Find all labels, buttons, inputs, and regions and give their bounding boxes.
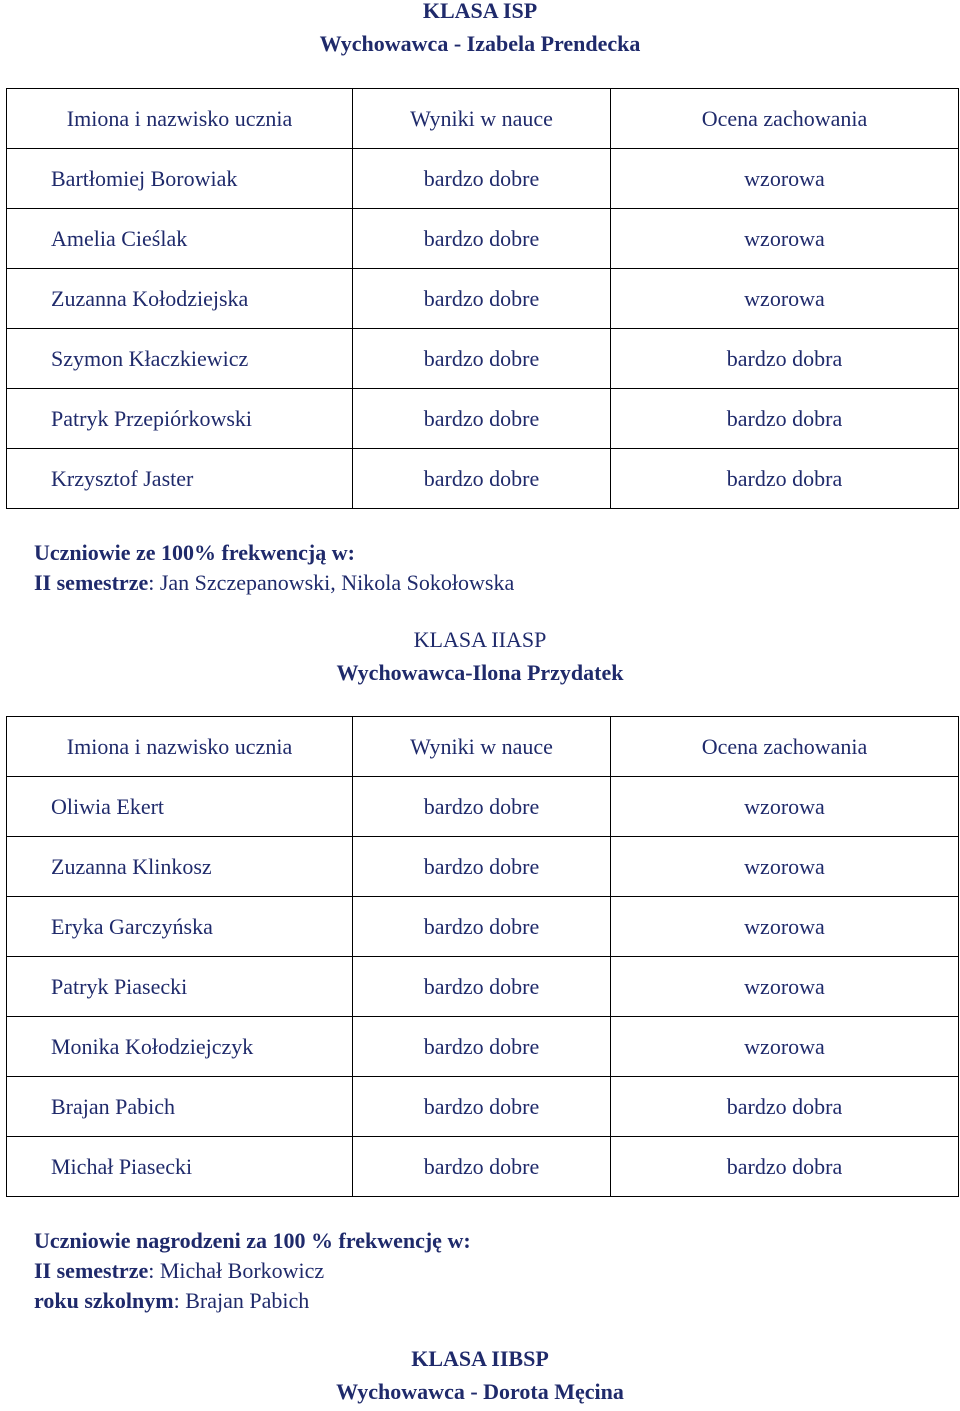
student-grade: bardzo dobre (353, 837, 611, 897)
attendance-value: : Jan Szczepanowski, Nikola Sokołowska (148, 570, 515, 595)
student-name: Patryk Piasecki (7, 957, 353, 1017)
student-grade: bardzo dobre (353, 957, 611, 1017)
student-behaviour: wzorowa (611, 777, 959, 837)
student-grade: bardzo dobre (353, 149, 611, 209)
attendance-label: roku szkolnym (34, 1288, 174, 1313)
table-row (7, 1077, 959, 1137)
column-header-grades: Wyniki w nauce (353, 717, 611, 777)
student-grade: bardzo dobre (353, 449, 611, 509)
student-behaviour: wzorowa (611, 897, 959, 957)
class3-title: KLASA IIBSP (411, 1346, 549, 1371)
attendance-value: : Michał Borkowicz (148, 1258, 325, 1283)
column-header-behaviour: Ocena zachowania (611, 717, 959, 777)
column-header-name: Imiona i nazwisko ucznia (7, 717, 353, 777)
table-header-row (7, 89, 959, 149)
class1-attendance-note (34, 538, 514, 598)
table-header-row (7, 717, 959, 777)
student-behaviour: wzorowa (611, 837, 959, 897)
student-name: Zuzanna Kołodziejska (7, 269, 353, 329)
class2-table (6, 716, 959, 1197)
student-name: Krzysztof Jaster (7, 449, 353, 509)
class2-title-block (0, 625, 960, 688)
student-behaviour: bardzo dobra (611, 1137, 959, 1197)
attendance-label: II semestrze (34, 570, 149, 595)
class3-tutor: Wychowawca - Dorota Męcina (336, 1379, 624, 1404)
class1-table (6, 88, 959, 509)
class1-tutor: Wychowawca - Izabela Prendecka (319, 31, 641, 56)
student-grade: bardzo dobre (353, 209, 611, 269)
class1-title: KLASA ISP (422, 0, 538, 23)
attendance-value: : Brajan Pabich (173, 1288, 310, 1313)
student-name: Szymon Kłaczkiewicz (7, 329, 353, 389)
student-name: Brajan Pabich (7, 1077, 353, 1137)
class2-tutor: Wychowawca-Ilona Przydatek (336, 660, 624, 685)
student-grade: bardzo dobre (353, 269, 611, 329)
student-grade: bardzo dobre (353, 777, 611, 837)
class2-title: KLASA IIASP (413, 627, 547, 652)
student-grade: bardzo dobre (353, 389, 611, 449)
student-name: Eryka Garczyńska (7, 897, 353, 957)
student-behaviour: bardzo dobra (611, 449, 959, 509)
student-behaviour: bardzo dobra (611, 389, 959, 449)
table-row (7, 957, 959, 1017)
student-name: Monika Kołodziejczyk (7, 1017, 353, 1077)
student-behaviour: bardzo dobra (611, 329, 959, 389)
attendance-heading: Uczniowie nagrodzeni za 100 % frekwencję w: (34, 1228, 471, 1253)
table-row (7, 1017, 959, 1077)
column-header-grades: Wyniki w nauce (353, 89, 611, 149)
student-behaviour: bardzo dobra (611, 1077, 959, 1137)
table-row (7, 389, 959, 449)
attendance-line (34, 1286, 471, 1316)
table-row (7, 1137, 959, 1197)
table-row (7, 777, 959, 837)
student-behaviour: wzorowa (611, 1017, 959, 1077)
table-row (7, 449, 959, 509)
attendance-heading: Uczniowie ze 100% frekwencją w: (34, 540, 355, 565)
student-name: Patryk Przepiórkowski (7, 389, 353, 449)
table-row (7, 837, 959, 897)
student-name: Bartłomiej Borowiak (7, 149, 353, 209)
class1-title-block (0, 0, 960, 59)
student-name: Michał Piasecki (7, 1137, 353, 1197)
table-row (7, 897, 959, 957)
student-grade: bardzo dobre (353, 1137, 611, 1197)
student-grade: bardzo dobre (353, 1017, 611, 1077)
table-row (7, 209, 959, 269)
student-behaviour: wzorowa (611, 269, 959, 329)
column-header-behaviour: Ocena zachowania (611, 89, 959, 149)
student-name: Amelia Cieślak (7, 209, 353, 269)
attendance-label: II semestrze (34, 1258, 149, 1283)
student-name: Zuzanna Klinkosz (7, 837, 353, 897)
table-row (7, 329, 959, 389)
student-name: Oliwia Ekert (7, 777, 353, 837)
table-row (7, 269, 959, 329)
table-row (7, 149, 959, 209)
attendance-line (34, 568, 514, 598)
class3-title-block (0, 1344, 960, 1407)
attendance-line (34, 1256, 471, 1286)
column-header-name: Imiona i nazwisko ucznia (7, 89, 353, 149)
student-grade: bardzo dobre (353, 1077, 611, 1137)
class2-attendance-note (34, 1226, 471, 1316)
student-grade: bardzo dobre (353, 329, 611, 389)
student-behaviour: wzorowa (611, 149, 959, 209)
student-grade: bardzo dobre (353, 897, 611, 957)
student-behaviour: wzorowa (611, 957, 959, 1017)
student-behaviour: wzorowa (611, 209, 959, 269)
